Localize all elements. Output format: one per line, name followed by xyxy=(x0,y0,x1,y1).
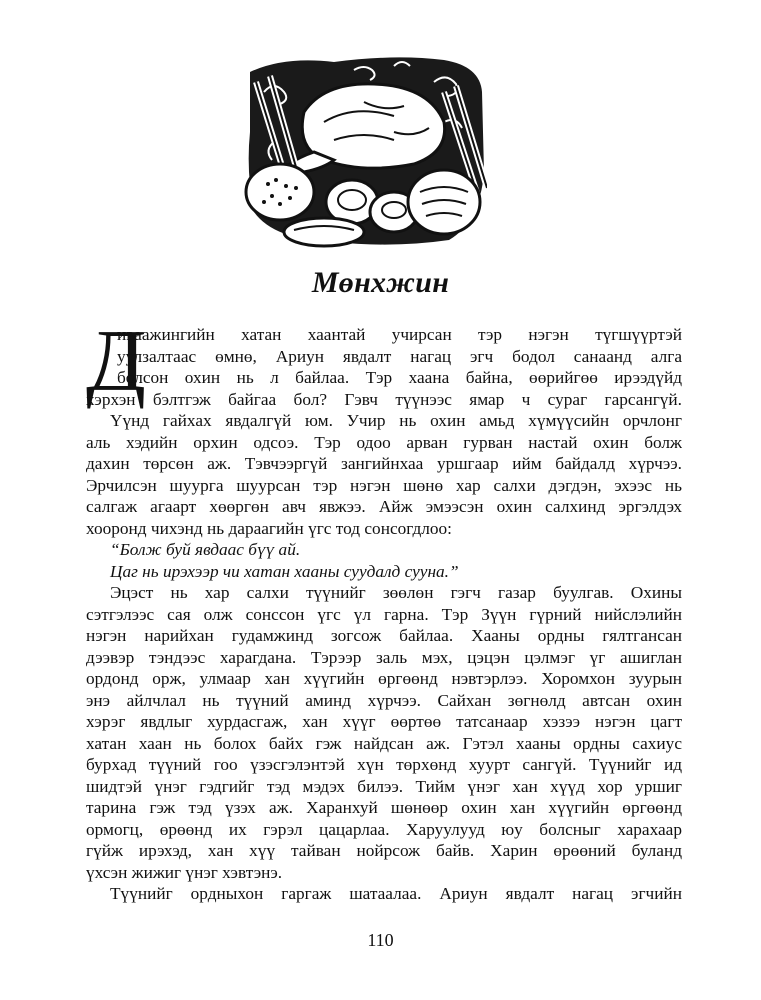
text-line: хатан хаан нь болох байх гэж найдсан аж. Гэтэл хааны ордны сахиус xyxy=(86,733,682,753)
text-line: салгаж агаарт хөөргөн авч явжээ. Айж эмээсэн охин салхинд эргэлдэх xyxy=(86,497,682,516)
text-line: бурхад түүний гоо үзэсгэлэнтэй хүн төрхөнд хуурт сангүй. Түүнийг ид xyxy=(86,755,682,774)
text-line: уулзалтаас өмнө, Ариун явдалт нагац эгч бодол санаанд алга xyxy=(117,346,682,366)
text-line: Үүнд гайхах явдалгүй юм. Учир нь охин амьд хүмүүсийн орчлонг xyxy=(110,411,682,430)
text-line: үхсэн жижиг үнэг хэвтэнэ. xyxy=(86,862,283,882)
text-line: ормогц, өрөөнд их гэрэл цацарлаа. Харуулууд юу болсныг харахаар xyxy=(86,819,682,839)
text-line: Эрчилсэн шуурга шуурсан тэр нэгэн шөнө хар салхи дэгдэн, эхээс нь xyxy=(86,475,682,495)
text-line: аль хэдийн орхин одсоэ. Тэр одоо арван гурван настай охин болж xyxy=(86,432,682,452)
text-line: нэгэн нарийхан гудамжинд зогсож байлаа. Хааны ордны гялтгансан xyxy=(86,626,682,645)
text-line: Түүнийг ордныхон гаргаж шатаалаа. Ариун явдалт нагац эгчийн xyxy=(110,884,682,903)
text-line: Эцэст нь хар салхи түүнийг зөөлөн гэгч газар буулгав. Охины xyxy=(110,583,682,602)
page-title: Мөнхжин xyxy=(311,266,450,299)
drop-cap: Д xyxy=(86,313,147,410)
text-line: хооронд чихэнд нь дараагийн үгс тод сонсогдлоо: xyxy=(86,518,452,538)
text-line: энэ айлчлал нь түүний аминд хүрчээ. Сайхан зөгнөлд автсан охин xyxy=(86,690,682,710)
food-platter-illustration xyxy=(244,52,487,248)
text-line: иваажингийн хатан хаантай учирсан тэр нэгэн түгшүүртэй xyxy=(117,325,682,344)
text-line: ордонд орж, улмаар хан хүүгийн өргөөнд нэвтэрлээ. Хоромхон зуурын xyxy=(86,669,682,688)
text-line: болсон охин нь л байлаа. Тэр хаана байна, өөрийгөө ирээдүйд xyxy=(117,368,682,387)
text-line: хэрхэн бэлтгэж байгаа бол? Гэвч түүнээс ямар ч сураг гарсангүй. xyxy=(86,389,682,409)
text-line: тарина гэж тэд үзэх аж. Харанхуй шөнөөр охин хан хүүгийн өргөөнд xyxy=(86,798,682,817)
text-line: гүйж ирэхэд, хан хүү тайван нойрсож байв. Харин өрөөний буланд xyxy=(86,841,682,860)
text-line: шидтэй үнэг гэдгийг тэд мэдэх билээ. Тийм үнэг хан хүүд хор уршиг xyxy=(86,776,682,796)
page-number: 110 xyxy=(367,930,394,950)
text-line: сэтгэлээс сая олж сонссон үгс үл гарна. Тэр Зүүн гүрний нийслэлийн xyxy=(86,604,682,624)
quote-line: Цаг нь ирэхээр чи хатан хааны суудалд сууна.” xyxy=(110,561,459,581)
body-text xyxy=(86,313,682,905)
quote-line: “Болж буй явдаас бүү ай. xyxy=(110,540,301,559)
text-line: дээвэр тэндээс харагдана. Тэрээр заль мэх, цэцэн цэлмэг үг ашиглан xyxy=(86,647,682,667)
text-line: хэрэг явдлыг хурдасгаж, хан хүүг өөртөө татсанаар хэзээ нэгэн цагт xyxy=(86,712,682,731)
text-line: дахин төрсөн аж. Тэвчээргүй зангийнхаа уршгаар ийм байдалд хүрчээ. xyxy=(86,454,682,473)
woodcut-icon xyxy=(244,52,487,248)
